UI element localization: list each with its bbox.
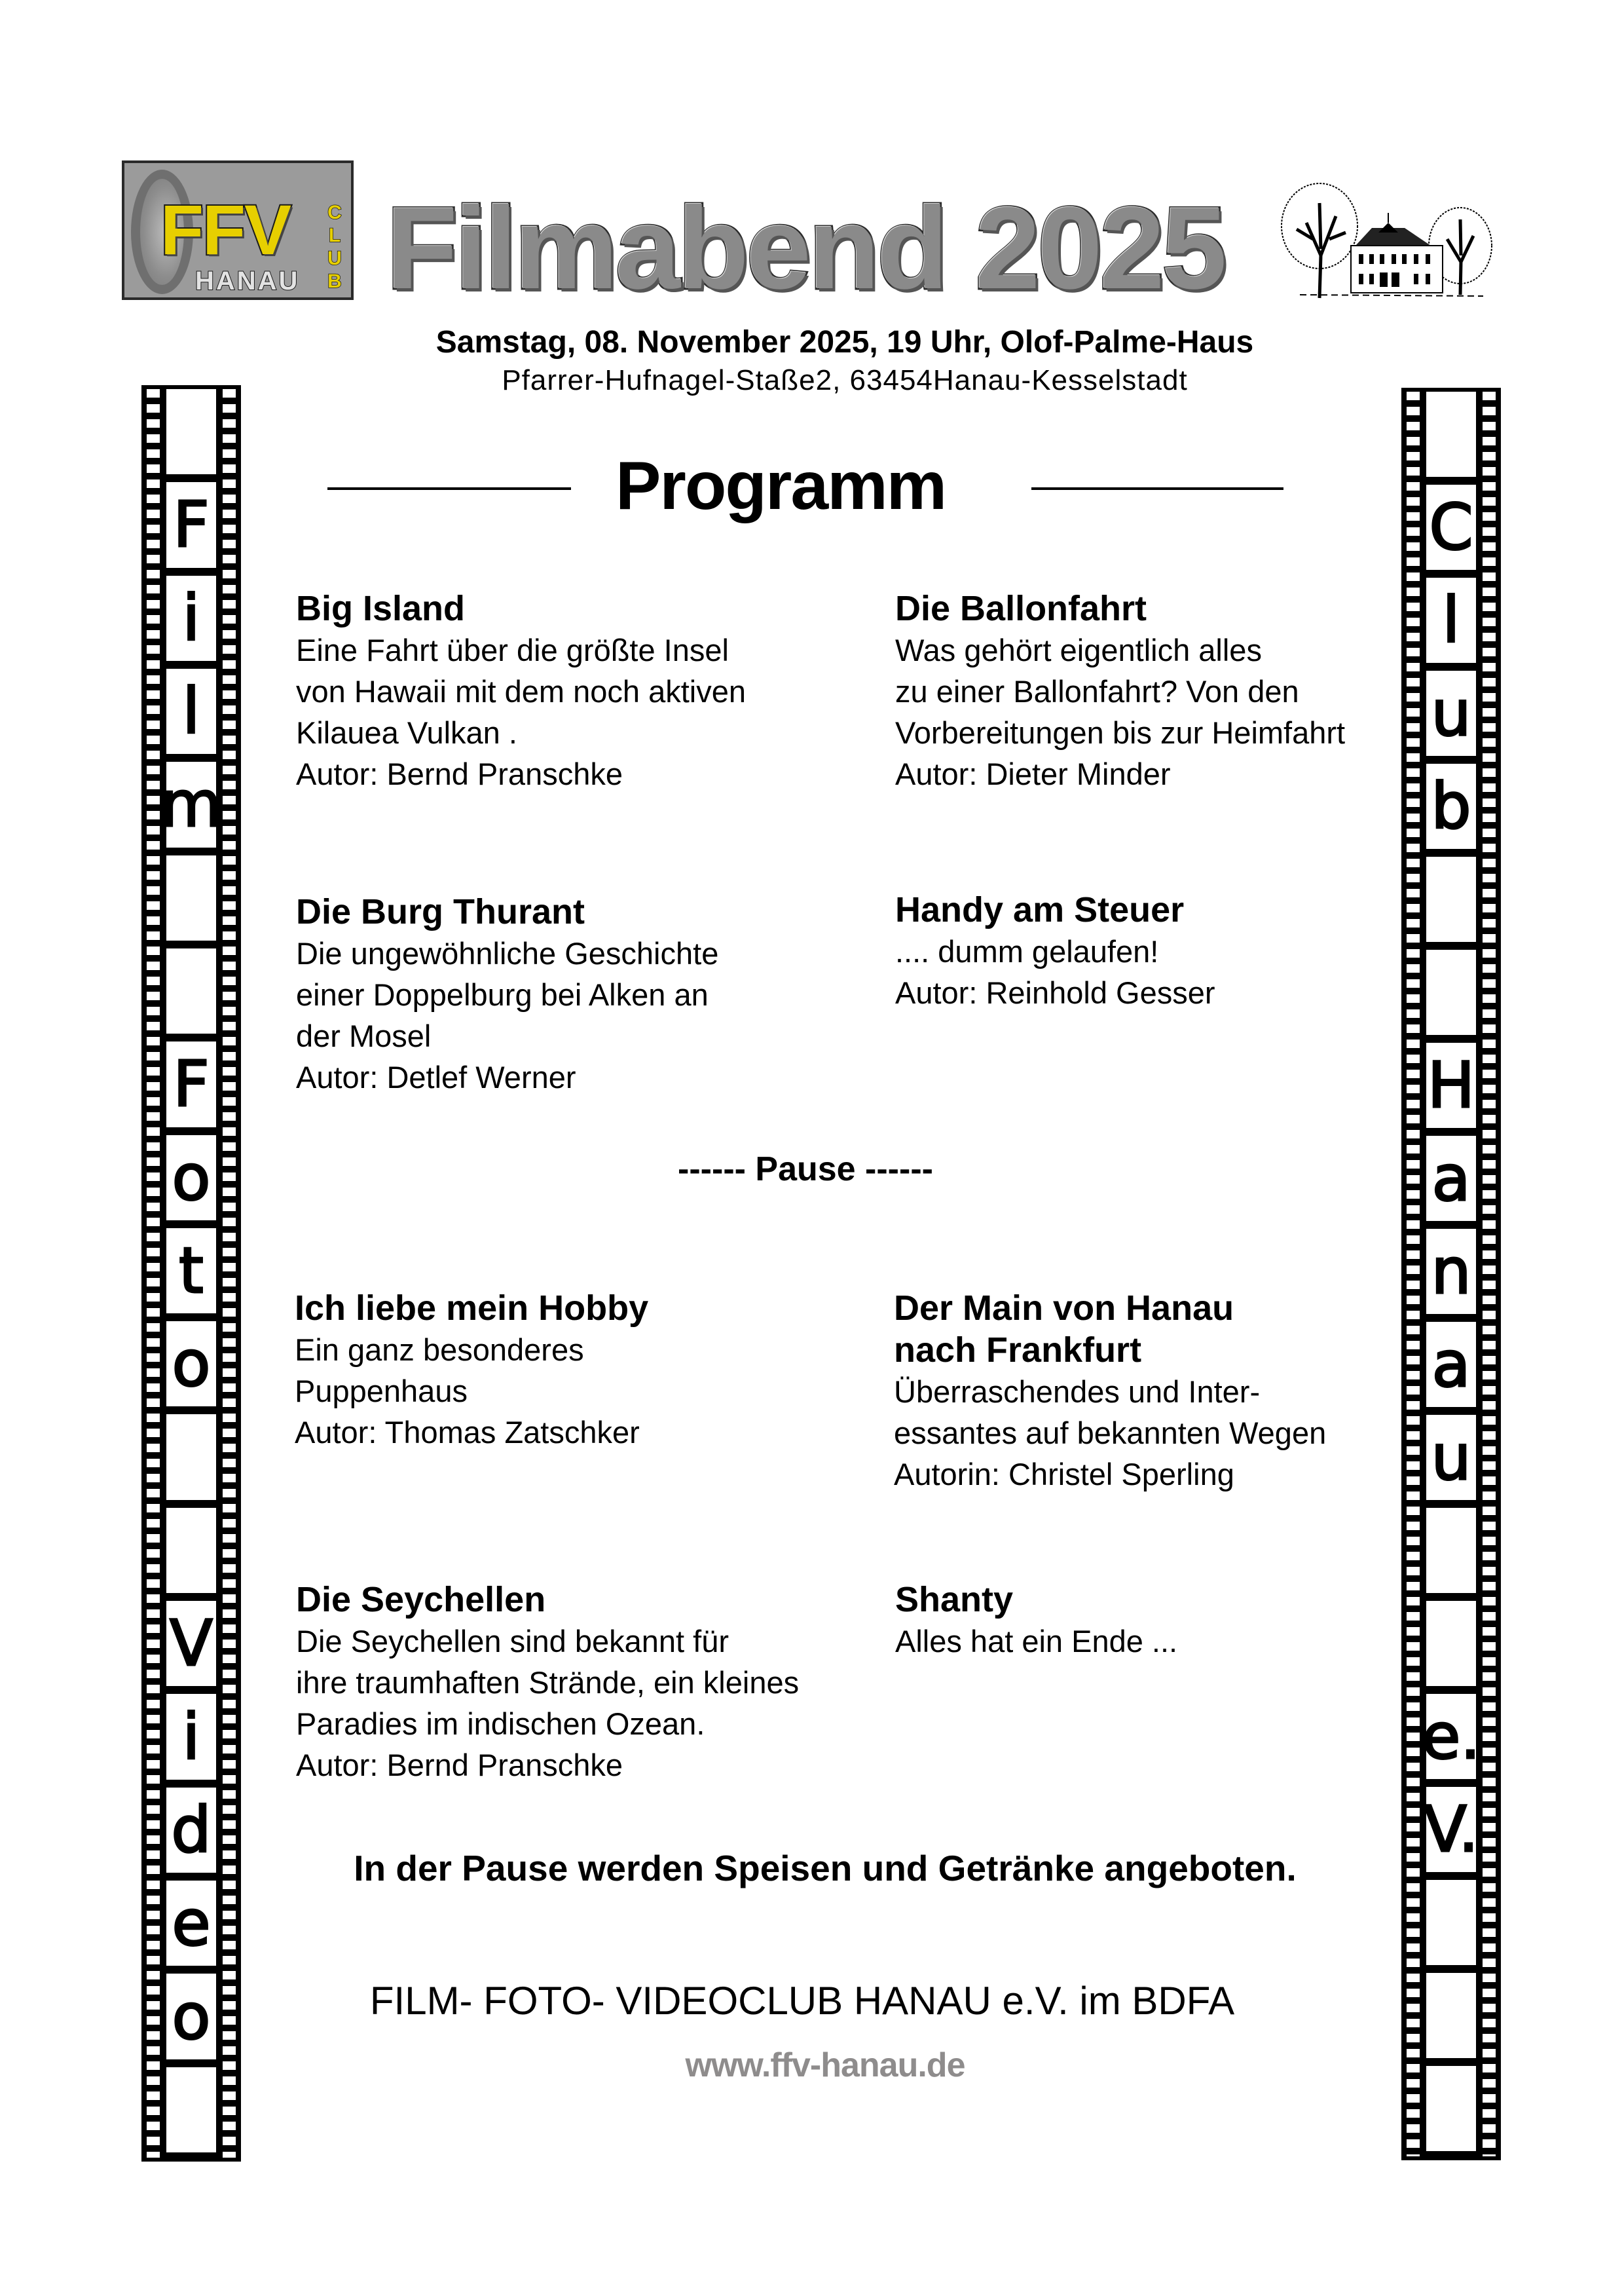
film-description-line: Kilauea Vulkan . <box>296 715 517 750</box>
program-item <box>895 889 1215 1013</box>
film-frame <box>1426 2066 1476 2151</box>
film-frame <box>166 1041 216 1127</box>
film-frame <box>1426 950 1476 1035</box>
film-frame-letter: o <box>172 1327 211 1401</box>
logo-ffv-text: FFV <box>160 190 290 269</box>
program-item <box>296 891 718 1098</box>
film-frame <box>1426 578 1476 663</box>
heading-rule-left <box>327 487 571 490</box>
film-strip-right <box>1401 388 1501 2160</box>
film-description-line: von Hawaii mit dem noch aktiven <box>296 674 747 709</box>
film-description-line: Alles hat ein Ende ... <box>895 1624 1178 1659</box>
film-frame <box>1426 764 1476 849</box>
sprocket-holes <box>1407 392 1420 2156</box>
ffv-club-logo <box>122 160 354 300</box>
program-item <box>894 1287 1326 1495</box>
film-frame-letter: u <box>1431 1421 1471 1494</box>
film-author: Autor: Thomas Zatschker <box>295 1415 640 1450</box>
film-title: Shanty <box>895 1580 1014 1619</box>
film-frame <box>166 482 216 567</box>
logo-club-letter: C <box>327 202 342 223</box>
film-frame-letter: e <box>172 1886 211 1960</box>
film-frame-letter: V. <box>1424 1793 1479 1866</box>
film-frame-letter: l <box>1442 584 1460 657</box>
film-author: Autorin: Christel Sperling <box>894 1457 1234 1491</box>
logo-club-letter: U <box>327 248 342 269</box>
film-title: Handy am Steuer <box>895 890 1185 929</box>
film-frame <box>1426 1880 1476 1965</box>
film-frame <box>166 1135 216 1220</box>
house-with-trees-icon <box>1274 177 1509 305</box>
film-author: Autor: Bernd Pranschke <box>296 1748 623 1782</box>
film-title-continued: nach Frankfurt <box>894 1330 1142 1370</box>
film-title: Ich liebe mein Hobby <box>295 1288 649 1328</box>
film-title: Big Island <box>296 589 466 628</box>
film-strip-left <box>141 385 241 2162</box>
film-frame-letter: d <box>171 1793 212 1867</box>
film-frame <box>166 1881 216 1966</box>
sprocket-holes <box>147 389 160 2158</box>
film-frame <box>166 1414 216 1499</box>
event-address-line: Pfarrer-Hufnagel-Staße2, 63454Hanau-Kesselstadt <box>502 364 1188 396</box>
film-author: Autor: Reinhold Gesser <box>895 975 1215 1010</box>
film-description-line: Ein ganz besonderes <box>295 1332 584 1367</box>
logo-club-letter: B <box>327 271 342 292</box>
film-frame <box>1426 1601 1476 1686</box>
event-date-line: Samstag, 08. November 2025, 19 Uhr, Olof-Palme-Haus <box>435 325 1254 360</box>
film-author: Autor: Dieter Minder <box>895 757 1171 791</box>
film-frame <box>1426 857 1476 942</box>
film-frame <box>1426 1136 1476 1221</box>
film-description-line: Puppenhaus <box>295 1374 468 1408</box>
film-author: Autor: Detlef Werner <box>296 1060 576 1095</box>
film-description-line: Die ungewöhnliche Geschichte <box>296 936 719 971</box>
film-description-line: .... dumm gelaufen! <box>895 934 1159 969</box>
film-description-line: der Mosel <box>296 1019 432 1053</box>
logo-city-text: HANAU <box>195 267 300 295</box>
film-title: Die Burg Thurant <box>296 892 585 931</box>
program-item <box>895 1579 1177 1662</box>
film-frame-letter: i <box>182 581 200 655</box>
film-frame-letter: F <box>173 1047 210 1121</box>
film-frame-letter: V <box>170 1607 213 1681</box>
film-description-line: Vorbereitungen bis zur Heimfahrt <box>895 715 1346 750</box>
logo-club-letter: L <box>328 225 341 246</box>
film-description-line: Eine Fahrt über die größte Insel <box>296 633 729 667</box>
film-frame-letter: o <box>172 1979 211 2054</box>
film-frame <box>166 948 216 1034</box>
program-item <box>295 1287 648 1453</box>
film-frame-letter: a <box>1431 1142 1471 1215</box>
film-frame-letter: i <box>182 1700 200 1774</box>
film-frame <box>166 669 216 754</box>
film-frame <box>1424 1787 1479 1872</box>
film-description-line: Paradies im indischen Ozean. <box>296 1706 705 1741</box>
film-title: Die Ballonfahrt <box>895 589 1147 628</box>
film-description-line: Die Seychellen sind bekannt für <box>296 1624 729 1659</box>
event-title: Filmabend 2025 <box>386 183 1225 313</box>
film-description-line: Was gehört eigentlich alles <box>895 633 1262 667</box>
film-description-line: ihre traumhaften Strände, ein kleines <box>296 1665 800 1700</box>
film-title: Die Seychellen <box>296 1580 546 1619</box>
film-frame <box>1426 1229 1476 1314</box>
film-frame <box>166 1321 216 1406</box>
film-frame-letter: e. <box>1422 1700 1481 1773</box>
film-frame <box>166 389 216 474</box>
film-frame <box>166 1694 216 1779</box>
film-description-line: essantes auf bekannten Wegen <box>894 1416 1327 1450</box>
program-item <box>895 588 1345 795</box>
film-frame-letter: l <box>182 675 200 749</box>
refreshments-note: In der Pause werden Speisen und Getränke angeboten. <box>354 1848 1297 1888</box>
programm-heading: Programm <box>616 448 946 524</box>
film-frame <box>1426 1043 1476 1128</box>
film-frame <box>166 576 216 661</box>
film-frame <box>1426 485 1476 570</box>
film-frame-letter: t <box>179 1233 204 1307</box>
film-frame-letter: o <box>172 1140 211 1214</box>
film-frame <box>166 1601 216 1686</box>
film-frame-letter: F <box>173 488 210 562</box>
film-frame-letter: H <box>1427 1049 1475 1122</box>
film-title: Der Main von Hanau <box>894 1288 1234 1328</box>
film-frame <box>1426 1508 1476 1593</box>
film-frame <box>1426 671 1476 756</box>
film-frame-letter: n <box>1431 1235 1471 1308</box>
program-item <box>296 1579 799 1786</box>
film-frame <box>1426 1415 1476 1500</box>
film-frame <box>1426 1973 1476 2058</box>
logo-club-text <box>325 201 344 293</box>
film-frame <box>166 1974 216 2059</box>
film-frame <box>166 1788 216 1873</box>
program-item <box>296 588 746 795</box>
sprocket-holes <box>1483 392 1496 2156</box>
film-frame-letter: u <box>1431 677 1471 750</box>
film-description-line: Überraschendes und Inter- <box>894 1374 1261 1409</box>
heading-rule-right <box>1031 487 1283 490</box>
sprocket-holes <box>223 389 236 2158</box>
film-frame-letter: C <box>1429 491 1473 564</box>
film-frame <box>166 2067 216 2152</box>
film-frame-letter: a <box>1431 1328 1471 1401</box>
film-frame <box>166 1228 216 1313</box>
film-frame-letter: b <box>1431 770 1471 843</box>
film-frame-letter: m <box>160 768 222 842</box>
film-frame <box>166 1508 216 1593</box>
film-frame <box>1426 392 1476 477</box>
film-description-line: einer Doppelburg bei Alken an <box>296 977 709 1012</box>
film-frame <box>1422 1694 1481 1779</box>
film-frame <box>166 855 216 941</box>
club-name: FILM- FOTO- VIDEOCLUB HANAU e.V. im BDFA <box>369 1979 1235 2023</box>
website-link[interactable]: www.ffv-hanau.de <box>685 2046 965 2084</box>
film-frame <box>1426 1322 1476 1407</box>
film-author: Autor: Bernd Pranschke <box>296 757 623 791</box>
film-description-line: zu einer Ballonfahrt? Von den <box>895 674 1299 709</box>
pause-separator: ------ Pause ------ <box>678 1150 933 1188</box>
film-frame <box>160 762 222 847</box>
